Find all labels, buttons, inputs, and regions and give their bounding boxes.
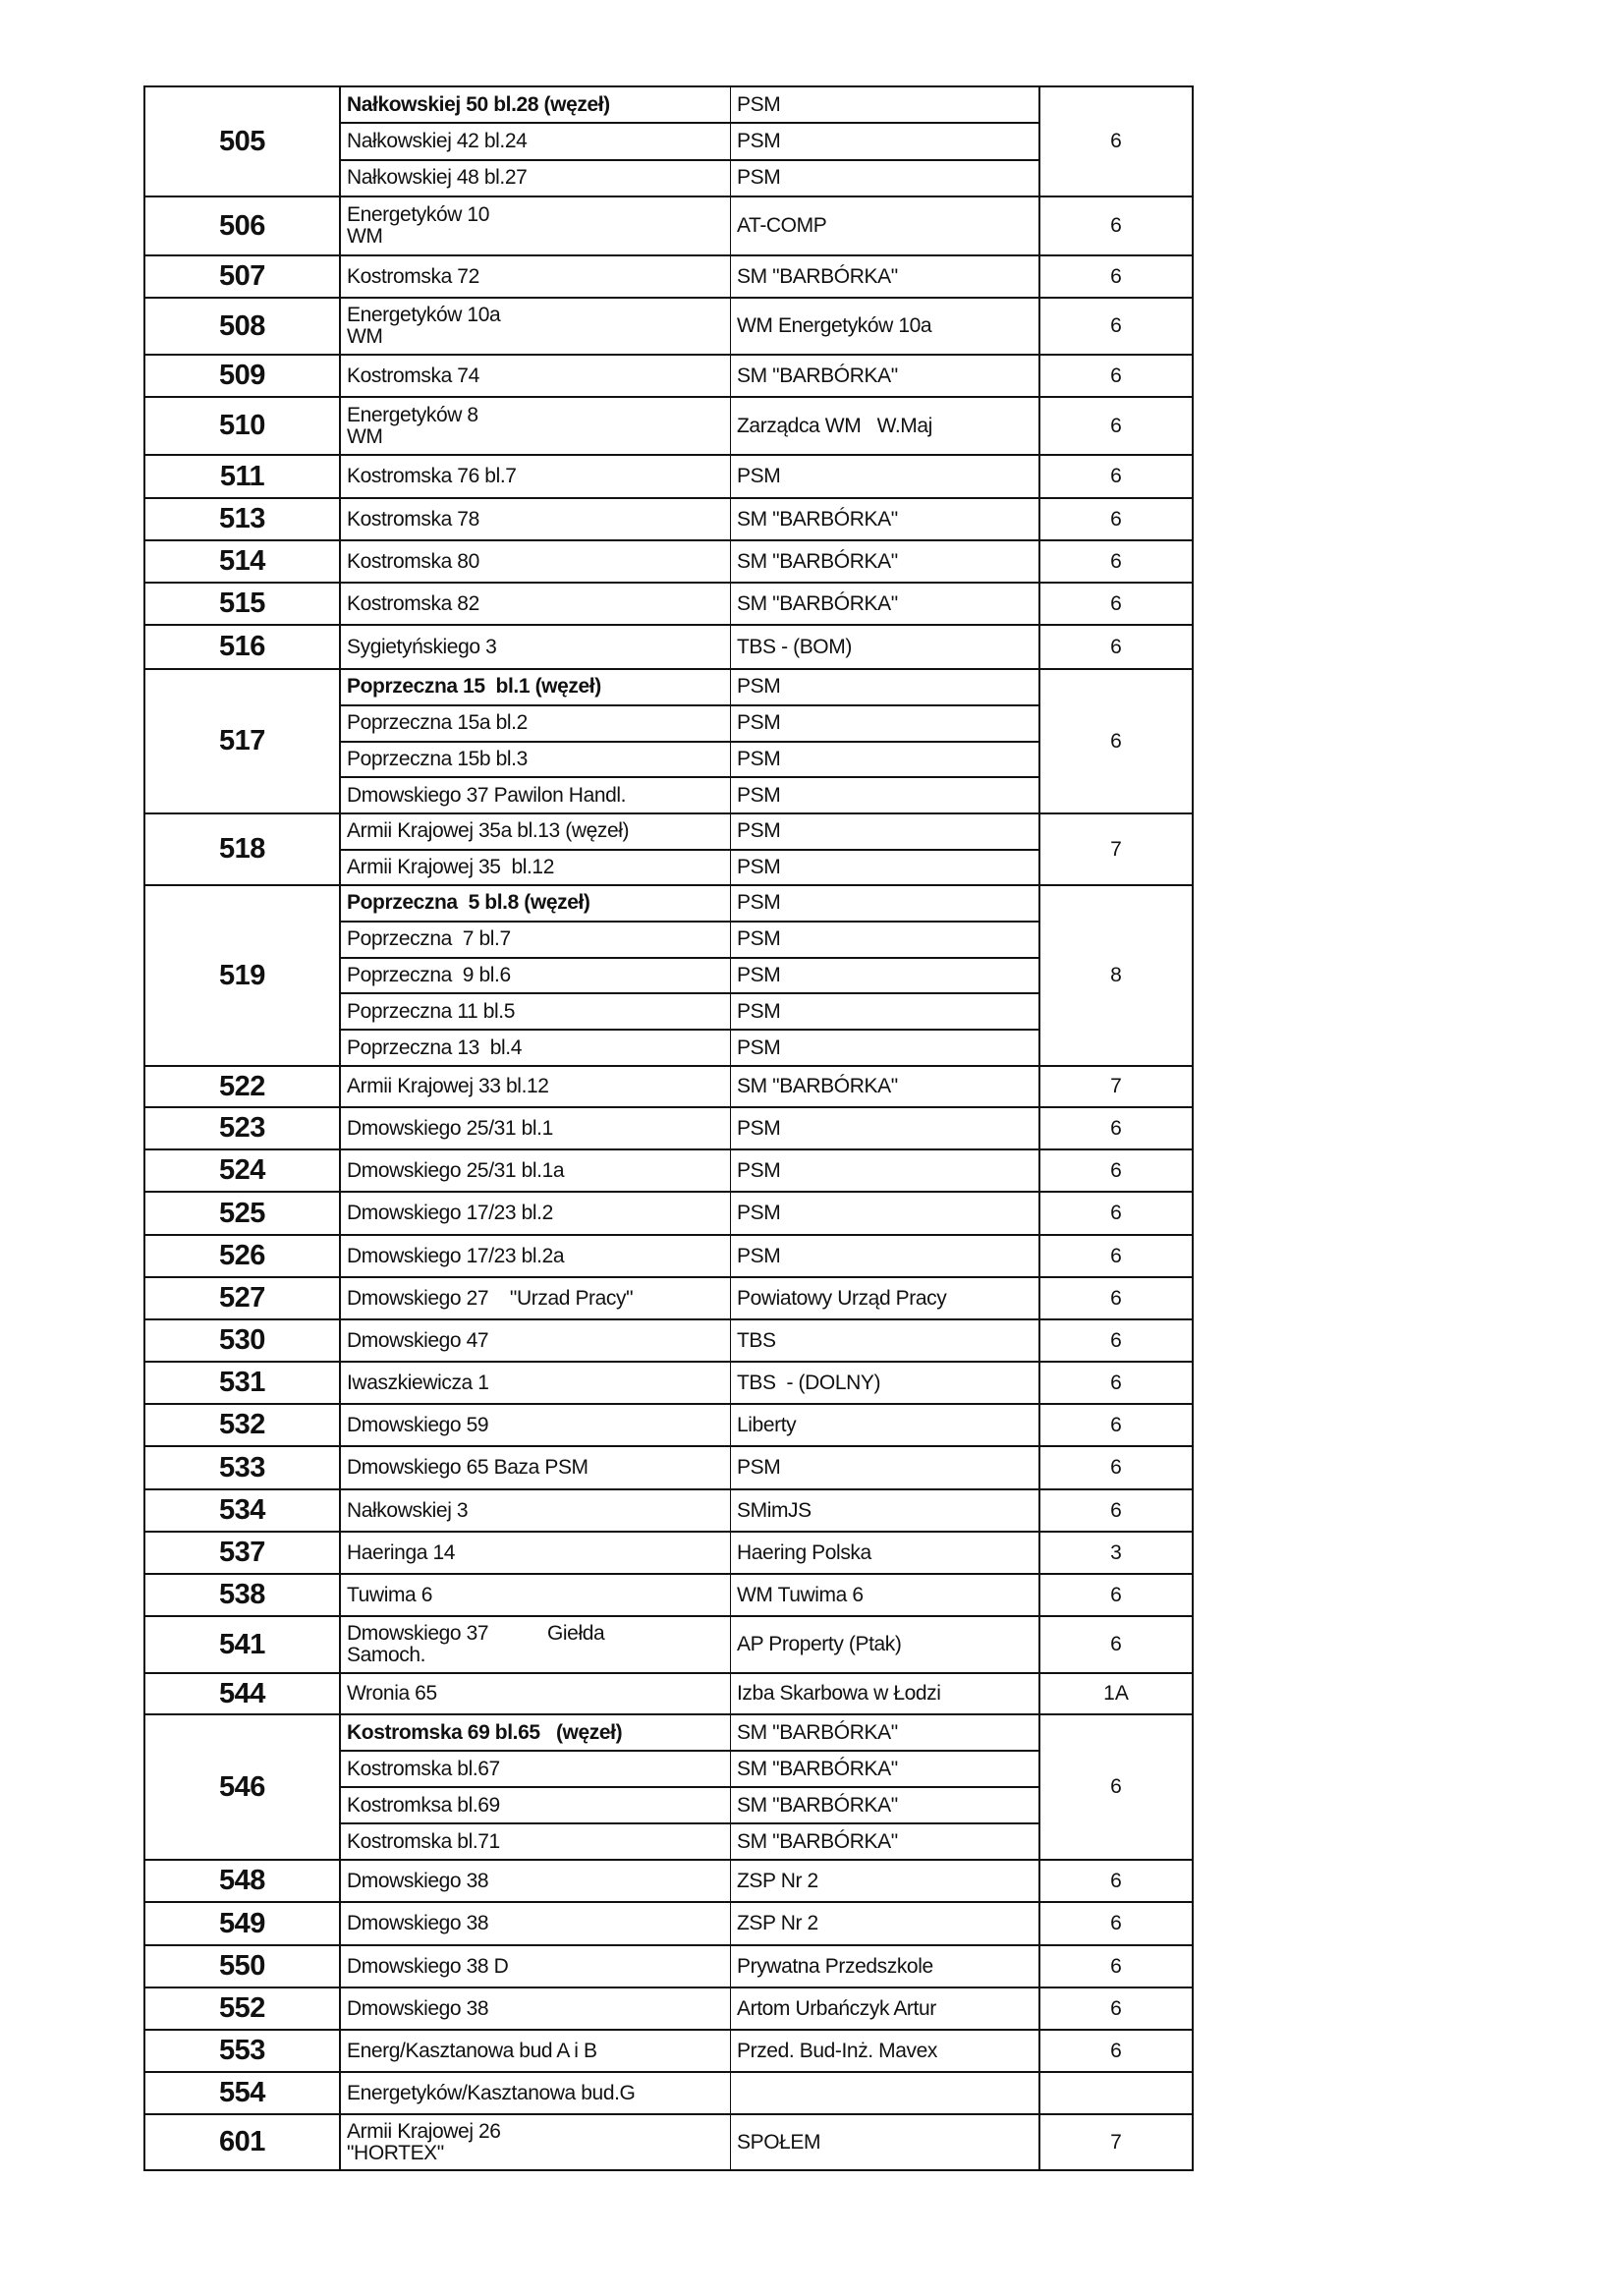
- table-row: [145, 297, 1192, 354]
- address-cell: Energetyków 10a WM: [341, 299, 731, 354]
- manager-cell: TBS - (BOM): [737, 635, 852, 658]
- node-number: 537: [145, 1533, 341, 1573]
- node-entries: [341, 1108, 1040, 1148]
- value-cell: 8: [1110, 964, 1122, 986]
- address-cell: Dmowskiego 47: [341, 1320, 731, 1361]
- node-entries: [341, 670, 1040, 812]
- table-row: [145, 539, 1192, 582]
- table-row: [145, 1713, 1192, 1859]
- manager-cell: WM Energetyków 10a: [737, 314, 932, 337]
- value-cell: 6: [1110, 729, 1122, 753]
- address-cell: Haeringa 14: [341, 1533, 731, 1573]
- entry-row: [341, 704, 1038, 741]
- entry-row: [341, 849, 1038, 885]
- address-cell: Armii Krajowej 35a bl.13 (węzeł): [341, 814, 731, 849]
- entry-row: [341, 670, 1038, 704]
- address-cell: Nałkowskiej 42 bl.24: [341, 124, 731, 158]
- address-cell: Dmowskiego 25/31 bl.1: [341, 1108, 731, 1148]
- value-cell: 6: [1110, 130, 1122, 152]
- node-number: 524: [145, 1150, 341, 1191]
- value-cell: 6: [1110, 314, 1122, 337]
- manager-cell: PSM: [737, 166, 781, 190]
- value-cell: 6: [1110, 1996, 1122, 2020]
- node-entries: [341, 886, 1040, 1065]
- manager-cell: PSM: [737, 819, 781, 843]
- node-entries: [341, 87, 1040, 196]
- table-row: [145, 1987, 1192, 2029]
- manager-cell: PSM: [737, 675, 781, 699]
- entry-row: [341, 356, 1038, 396]
- address-cell: Kostromska 80: [341, 541, 731, 582]
- address-cell: Dmowskiego 38: [341, 1988, 731, 2029]
- entry-row: [341, 1822, 1038, 1859]
- value-cell: 6: [1110, 2039, 1122, 2062]
- entry-row: [341, 1750, 1038, 1786]
- node-number: 538: [145, 1575, 341, 1615]
- node-entries: [341, 584, 1040, 624]
- node-entries: [341, 1490, 1040, 1531]
- address-cell: Energetyków 8 WM: [341, 398, 731, 454]
- value-cell: 1A: [1103, 1682, 1129, 1705]
- address-cell: Dmowskiego 17/23 bl.2: [341, 1193, 731, 1234]
- value-cell: 6: [1110, 214, 1122, 237]
- address-cell: Energetyków/Kasztanowa bud.G: [341, 2073, 731, 2113]
- manager-cell: Prywatna Przedszkole: [737, 1954, 933, 1978]
- entry-row: [341, 741, 1038, 777]
- entry-row: [341, 1903, 1038, 1944]
- table-row: [145, 668, 1192, 812]
- address-cell: Dmowskiego 65 Baza PSM: [341, 1447, 731, 1488]
- node-number: 513: [145, 499, 341, 539]
- table-row: [145, 2113, 1192, 2169]
- entry-row: [341, 499, 1038, 539]
- node-entries: [341, 299, 1040, 354]
- entry-row: [341, 1447, 1038, 1488]
- entry-row: [341, 1533, 1038, 1573]
- entry-row: [341, 814, 1038, 849]
- manager-cell: PSM: [737, 1036, 781, 1059]
- node-number: 523: [145, 1108, 341, 1148]
- address-cell: Armii Krajowej 26 "HORTEX": [341, 2115, 731, 2169]
- address-cell: Tuwima 6: [341, 1575, 731, 1615]
- manager-cell: SM "BARBÓRKA": [737, 1075, 898, 1097]
- node-number: 534: [145, 1490, 341, 1531]
- value-cell: 7: [1110, 837, 1122, 861]
- address-cell: Kostromska 69 bl.65 (węzeł): [341, 1715, 731, 1750]
- entry-row: [341, 1490, 1038, 1531]
- node-number: 510: [145, 398, 341, 454]
- node-number: 544: [145, 1674, 341, 1713]
- node-number: 601: [145, 2115, 341, 2169]
- entry-row: [341, 87, 1038, 122]
- value-cell: 6: [1110, 264, 1122, 288]
- address-cell: Nałkowskiej 50 bl.28 (węzeł): [341, 87, 731, 122]
- manager-cell: AT-COMP: [737, 214, 827, 237]
- node-entries: [341, 1447, 1040, 1488]
- address-cell: Dmowskiego 37 Pawilon Handl.: [341, 778, 731, 812]
- entry-row: [341, 299, 1038, 354]
- manager-cell: PSM: [737, 1116, 781, 1140]
- value-cell: 6: [1110, 507, 1122, 531]
- manager-cell: SPOŁEM: [737, 2130, 821, 2154]
- entry-row: [341, 1715, 1038, 1750]
- value-cell: 6: [1110, 1244, 1122, 1267]
- entry-row: [341, 456, 1038, 497]
- node-number: 509: [145, 356, 341, 396]
- node-number: 519: [145, 886, 341, 1065]
- node-entries: [341, 1861, 1040, 1901]
- table-row: [145, 2029, 1192, 2071]
- value-cell: 6: [1110, 1371, 1122, 1394]
- entry-row: [341, 776, 1038, 812]
- manager-cell: AP Property (Ptak): [737, 1633, 902, 1655]
- table-row: [145, 1901, 1192, 1944]
- table-row: [145, 254, 1192, 297]
- table-row: [145, 1148, 1192, 1191]
- node-entries: [341, 541, 1040, 582]
- value-cell: 6: [1110, 635, 1122, 658]
- table-row: [145, 812, 1192, 884]
- value-cell: 6: [1110, 549, 1122, 573]
- entry-row: [341, 1236, 1038, 1276]
- node-number: 505: [145, 87, 341, 196]
- manager-cell: PSM: [737, 783, 781, 807]
- node-number: 506: [145, 197, 341, 254]
- manager-cell: ZSP Nr 2: [737, 1912, 818, 1934]
- value-cell: 6: [1110, 1286, 1122, 1310]
- node-number: 526: [145, 1236, 341, 1276]
- table-row: [145, 624, 1192, 668]
- table-row: [145, 1191, 1192, 1234]
- entry-row: [341, 1150, 1038, 1191]
- value-cell: 7: [1110, 1075, 1122, 1097]
- entry-row: [341, 122, 1038, 158]
- entry-row: [341, 1786, 1038, 1822]
- table-row: [145, 1615, 1192, 1672]
- value-cell: 6: [1110, 465, 1122, 487]
- node-number: 550: [145, 1946, 341, 1987]
- address-cell: Dmowskiego 38: [341, 1903, 731, 1944]
- table-row: [145, 1403, 1192, 1445]
- table-row: [145, 1445, 1192, 1488]
- entry-row: [341, 1946, 1038, 1987]
- address-cell: Kostromska bl.67: [341, 1752, 731, 1786]
- value-cell: 6: [1110, 1912, 1122, 1934]
- entry-row: [341, 992, 1038, 1029]
- manager-cell: SM "BARBÓRKA": [737, 1829, 898, 1853]
- table-row: [145, 1361, 1192, 1403]
- manager-cell: TBS: [737, 1328, 776, 1352]
- value-cell: 6: [1110, 591, 1122, 615]
- node-entries: [341, 1320, 1040, 1361]
- manager-cell: PSM: [737, 1158, 781, 1182]
- node-entries: [341, 1946, 1040, 1987]
- entry-row: [341, 2073, 1038, 2113]
- table-row: [145, 1944, 1192, 1987]
- manager-cell: PSM: [737, 855, 781, 878]
- node-number: 541: [145, 1617, 341, 1672]
- manager-cell: PSM: [737, 927, 781, 951]
- value-cell: 6: [1110, 1413, 1122, 1436]
- entry-row: [341, 1617, 1038, 1672]
- node-entries: [341, 1150, 1040, 1191]
- table-row: [145, 1234, 1192, 1276]
- address-cell: Kostromska 82: [341, 584, 731, 624]
- address-cell: Nałkowskiej 48 bl.27: [341, 161, 731, 196]
- node-entries: [341, 1278, 1040, 1318]
- node-entries: [341, 1988, 1040, 2029]
- node-number: 531: [145, 1363, 341, 1403]
- table-row: [145, 1573, 1192, 1615]
- node-number: 518: [145, 814, 341, 884]
- node-number: 552: [145, 1988, 341, 2029]
- manager-cell: PSM: [737, 747, 781, 770]
- value-cell: 6: [1110, 1775, 1122, 1798]
- manager-cell: SMimJS: [737, 1498, 812, 1522]
- entry-row: [341, 921, 1038, 957]
- manager-cell: PSM: [737, 1456, 781, 1479]
- entry-row: [341, 1067, 1038, 1106]
- node-number: 507: [145, 256, 341, 297]
- value-cell: 6: [1110, 1456, 1122, 1479]
- entry-row: [341, 1674, 1038, 1713]
- address-cell: Energetyków 10 WM: [341, 197, 731, 254]
- node-number: 549: [145, 1903, 341, 1944]
- address-cell: Poprzeczna 15a bl.2: [341, 706, 731, 741]
- node-entries: [341, 2073, 1040, 2113]
- node-entries: [341, 1405, 1040, 1445]
- node-number: 533: [145, 1447, 341, 1488]
- entry-row: [341, 197, 1038, 254]
- manager-cell: SM "BARBÓRKA": [737, 264, 898, 288]
- manager-cell: PSM: [737, 1202, 781, 1224]
- table-row: [145, 1531, 1192, 1573]
- node-number: 525: [145, 1193, 341, 1234]
- manager-cell: Liberty: [737, 1413, 797, 1436]
- address-cell: Dmowskiego 38 D: [341, 1946, 731, 1987]
- address-cell: Kostromska 76 bl.7: [341, 456, 731, 497]
- manager-cell: Zarządca WM W.Maj: [737, 414, 932, 437]
- manager-cell: SM "BARBÓRKA": [737, 591, 898, 615]
- node-entries: [341, 197, 1040, 254]
- address-cell: Kostromska bl.71: [341, 1824, 731, 1859]
- table-row: [145, 1318, 1192, 1361]
- entry-row: [341, 886, 1038, 921]
- node-entries: [341, 456, 1040, 497]
- entry-row: [341, 957, 1038, 993]
- node-entries: [341, 499, 1040, 539]
- address-cell: Poprzeczna 15b bl.3: [341, 743, 731, 777]
- node-number: 553: [145, 2031, 341, 2071]
- node-entries: [341, 2031, 1040, 2071]
- node-entries: [341, 356, 1040, 396]
- manager-cell: PSM: [737, 891, 781, 915]
- table-row: [145, 497, 1192, 539]
- node-number: 508: [145, 299, 341, 354]
- address-cell: Poprzeczna 9 bl.6: [341, 959, 731, 993]
- node-number: 522: [145, 1067, 341, 1106]
- node-entries: [341, 2115, 1040, 2169]
- node-entries: [341, 1363, 1040, 1403]
- address-cell: Poprzeczna 11 bl.5: [341, 994, 731, 1029]
- entry-row: [341, 1405, 1038, 1445]
- value-cell: 6: [1110, 1498, 1122, 1522]
- value-cell: [1040, 2073, 1192, 2113]
- value-cell: 6: [1110, 1633, 1122, 1655]
- value-cell: 6: [1110, 1116, 1122, 1140]
- manager-cell: PSM: [737, 92, 781, 116]
- entry-row: [341, 1278, 1038, 1318]
- address-cell: Dmowskiego 17/23 bl.2a: [341, 1236, 731, 1276]
- manager-cell: SM "BARBÓRKA": [737, 549, 898, 573]
- value-cell: 6: [1110, 364, 1122, 387]
- table-row: [145, 2071, 1192, 2113]
- address-cell: Sygietyńskiego 3: [341, 626, 731, 668]
- node-entries: [341, 1236, 1040, 1276]
- entry-row: [341, 256, 1038, 297]
- manager-cell: SM "BARBÓRKA": [737, 1793, 898, 1817]
- manager-cell: WM Tuwima 6: [737, 1583, 864, 1606]
- entry-row: [341, 1575, 1038, 1615]
- node-number: 532: [145, 1405, 341, 1445]
- address-cell: Poprzeczna 7 bl.7: [341, 923, 731, 957]
- address-cell: Kostromska 74: [341, 356, 731, 396]
- value-cell: 6: [1110, 1869, 1122, 1892]
- address-cell: Dmowskiego 59: [341, 1405, 731, 1445]
- node-entries: [341, 1903, 1040, 1944]
- value-cell: 6: [1110, 1158, 1122, 1182]
- node-number: 516: [145, 626, 341, 668]
- node-entries: [341, 398, 1040, 454]
- value-cell: 3: [1110, 1540, 1122, 1564]
- address-cell: Poprzeczna 5 bl.8 (węzeł): [341, 886, 731, 921]
- table-row: [145, 1106, 1192, 1148]
- table-row: [145, 1065, 1192, 1106]
- address-cell: Dmowskiego 38: [341, 1861, 731, 1901]
- table-row: [145, 1859, 1192, 1901]
- manager-cell: PSM: [737, 711, 781, 735]
- value-cell: 6: [1110, 1583, 1122, 1606]
- node-number: 554: [145, 2073, 341, 2113]
- manager-cell: PSM: [737, 999, 781, 1023]
- address-cell: Poprzeczna 13 bl.4: [341, 1031, 731, 1065]
- node-number: 530: [145, 1320, 341, 1361]
- entry-row: [341, 541, 1038, 582]
- node-number: 548: [145, 1861, 341, 1901]
- address-cell: Kostromksa bl.69: [341, 1788, 731, 1822]
- manager-cell: PSM: [737, 1244, 781, 1267]
- value-cell: 6: [1110, 1954, 1122, 1978]
- node-number: 546: [145, 1715, 341, 1859]
- manager-cell: SM "BARBÓRKA": [737, 1757, 898, 1780]
- entry-row: [341, 626, 1038, 668]
- address-cell: Energ/Kasztanowa bud A i B: [341, 2031, 731, 2071]
- entry-row: [341, 1320, 1038, 1361]
- entry-row: [341, 1193, 1038, 1234]
- manager-cell: SM "BARBÓRKA": [737, 507, 898, 531]
- manager-cell: ZSP Nr 2: [737, 1869, 818, 1892]
- node-number: 517: [145, 670, 341, 812]
- table-row: [145, 1672, 1192, 1713]
- address-cell: Wronia 65: [341, 1674, 731, 1713]
- node-entries: [341, 1617, 1040, 1672]
- node-entries: [341, 1715, 1040, 1859]
- manager-cell: SM "BARBÓRKA": [737, 1720, 898, 1744]
- entry-row: [341, 584, 1038, 624]
- entry-row: [341, 2031, 1038, 2071]
- manager-cell: SM "BARBÓRKA": [737, 364, 898, 387]
- node-entries: [341, 1193, 1040, 1234]
- manager-cell: PSM: [737, 963, 781, 986]
- manager-cell: [731, 2073, 1038, 2113]
- address-cell: Armii Krajowej 33 bl.12: [341, 1067, 731, 1106]
- manager-cell: Artom Urbańczyk Artur: [737, 1996, 936, 2020]
- value-cell: 6: [1110, 1328, 1122, 1352]
- table-row: [145, 1276, 1192, 1318]
- entry-row: [341, 2115, 1038, 2169]
- node-entries: [341, 814, 1040, 884]
- node-number: 511: [145, 456, 341, 497]
- node-entries: [341, 256, 1040, 297]
- address-cell: Armii Krajowej 35 bl.12: [341, 851, 731, 885]
- heat-node-table: [143, 85, 1194, 2171]
- entry-row: [341, 1363, 1038, 1403]
- address-cell: Nałkowskiej 3: [341, 1490, 731, 1531]
- node-number: 527: [145, 1278, 341, 1318]
- address-cell: Dmowskiego 27 "Urzad Pracy": [341, 1278, 731, 1318]
- value-cell: 7: [1110, 2130, 1122, 2154]
- entry-row: [341, 1108, 1038, 1148]
- node-entries: [341, 1067, 1040, 1106]
- table-row: [145, 582, 1192, 624]
- address-cell: Dmowskiego 25/31 bl.1a: [341, 1150, 731, 1191]
- node-entries: [341, 1533, 1040, 1573]
- entry-row: [341, 1029, 1038, 1065]
- value-cell: 6: [1110, 1202, 1122, 1224]
- entry-row: [341, 398, 1038, 454]
- manager-cell: Izba Skarbowa w Łodzi: [737, 1682, 941, 1705]
- manager-cell: PSM: [737, 129, 781, 152]
- value-cell: 6: [1110, 414, 1122, 437]
- address-cell: Dmowskiego 37 Giełda Samoch.: [341, 1617, 731, 1672]
- table-row: [145, 87, 1192, 196]
- node-entries: [341, 626, 1040, 668]
- table-row: [145, 454, 1192, 497]
- manager-cell: PSM: [737, 465, 781, 487]
- table-row: [145, 396, 1192, 454]
- table-row: [145, 1488, 1192, 1531]
- address-cell: Poprzeczna 15 bl.1 (węzeł): [341, 670, 731, 704]
- table-row: [145, 354, 1192, 396]
- address-cell: Kostromska 78: [341, 499, 731, 539]
- table-row: [145, 196, 1192, 254]
- entry-row: [341, 1861, 1038, 1901]
- table-row: [145, 884, 1192, 1065]
- node-entries: [341, 1575, 1040, 1615]
- entry-row: [341, 159, 1038, 196]
- manager-cell: TBS - (DOLNY): [737, 1371, 881, 1394]
- manager-cell: Powiatowy Urząd Pracy: [737, 1286, 947, 1310]
- node-number: 514: [145, 541, 341, 582]
- node-number: 515: [145, 584, 341, 624]
- node-entries: [341, 1674, 1040, 1713]
- entry-row: [341, 1988, 1038, 2029]
- address-cell: Iwaszkiewicza 1: [341, 1363, 731, 1403]
- manager-cell: Haering Polska: [737, 1540, 871, 1564]
- address-cell: Kostromska 72: [341, 256, 731, 297]
- manager-cell: Przed. Bud-Inż. Mavex: [737, 2039, 938, 2062]
